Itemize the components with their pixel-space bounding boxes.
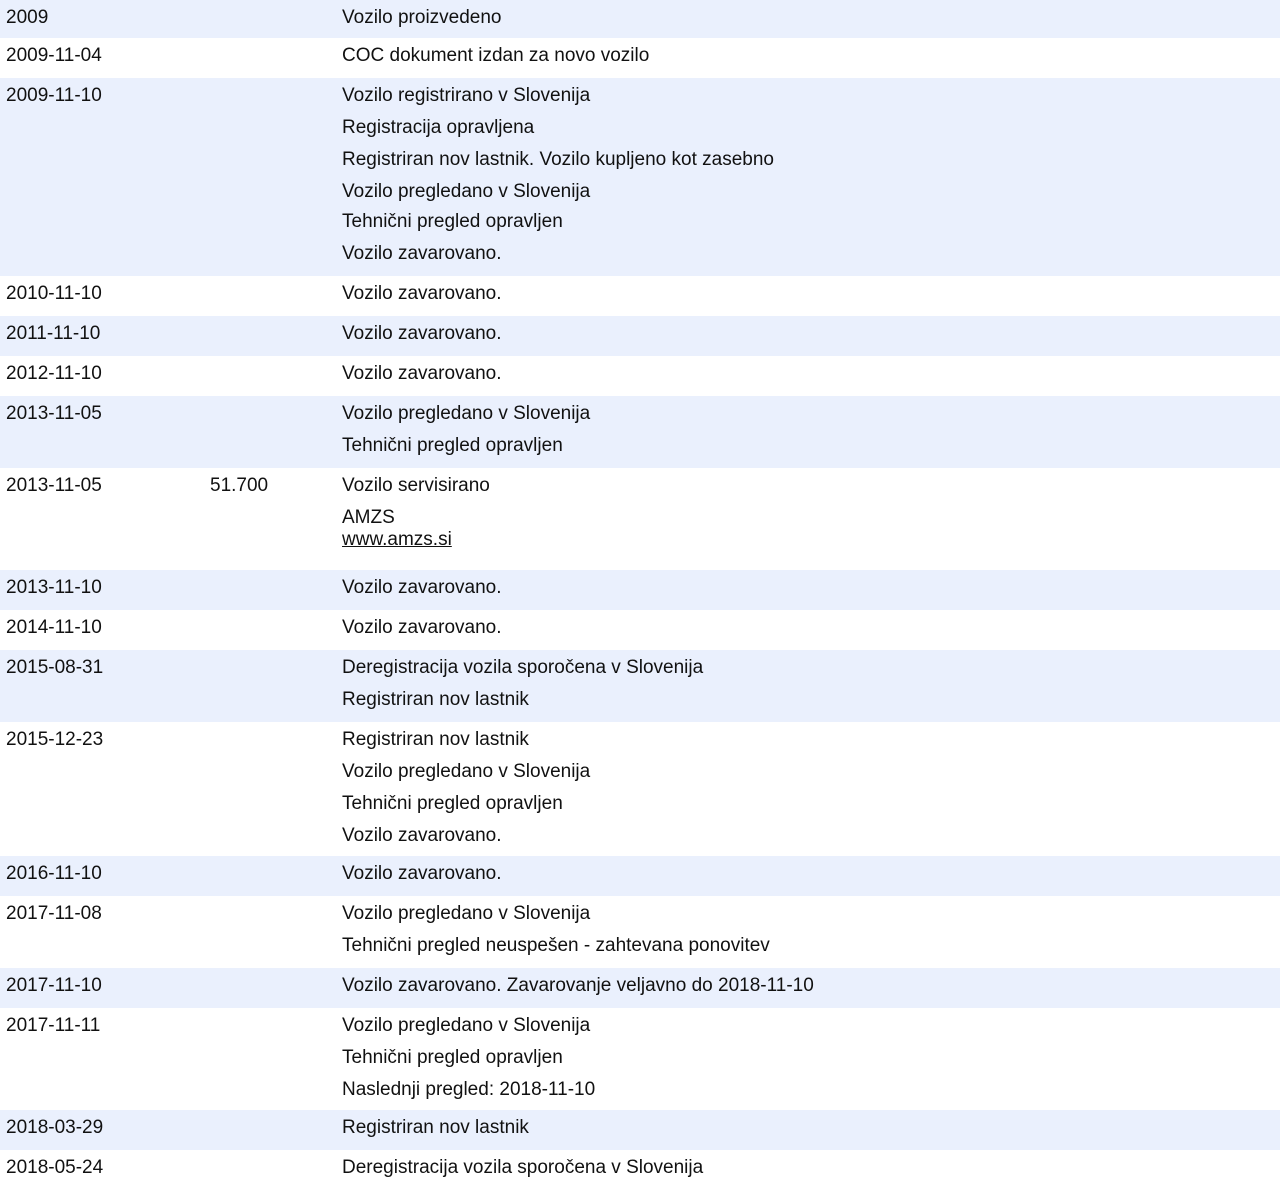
history-row bbox=[0, 276, 1280, 316]
history-event: Tehnični pregled opravljen bbox=[342, 435, 563, 456]
history-row bbox=[0, 896, 1280, 968]
history-event: Vozilo zavarovano. bbox=[342, 617, 502, 638]
history-event: Vozilo pregledano v Slovenija bbox=[342, 903, 591, 924]
history-date: 2018-05-24 bbox=[6, 1157, 104, 1178]
history-date: 2015-08-31 bbox=[6, 657, 104, 678]
history-event: Naslednji pregled: 2018-11-10 bbox=[342, 1079, 596, 1100]
history-row bbox=[0, 856, 1280, 896]
history-date: 2012-11-10 bbox=[6, 363, 102, 384]
history-event: Vozilo registrirano v Slovenija bbox=[342, 85, 591, 106]
history-event: Vozilo pregledano v Slovenija bbox=[342, 181, 591, 202]
history-date: 2015-12-23 bbox=[6, 729, 104, 750]
history-event: Vozilo pregledano v Slovenija bbox=[342, 403, 591, 424]
history-row bbox=[0, 316, 1280, 356]
history-event: Vozilo zavarovano. bbox=[342, 323, 502, 344]
service-website-link[interactable]: www.amzs.si bbox=[342, 529, 452, 550]
history-event: Vozilo proizvedeno bbox=[342, 7, 502, 28]
history-event: Vozilo zavarovano. bbox=[342, 863, 502, 884]
history-date: 2011-11-10 bbox=[6, 323, 101, 344]
history-date: 2014-11-10 bbox=[6, 617, 102, 638]
history-event: Vozilo zavarovano. bbox=[342, 243, 502, 264]
history-row bbox=[0, 38, 1280, 78]
history-row bbox=[0, 650, 1280, 722]
history-event: Registriran nov lastnik bbox=[342, 689, 529, 710]
history-date: 2018-03-29 bbox=[6, 1117, 104, 1138]
history-event: COC dokument izdan za novo vozilo bbox=[342, 45, 650, 66]
history-date: 2009-11-04 bbox=[6, 45, 102, 66]
history-date: 2013-11-05 bbox=[6, 475, 102, 496]
history-date: 2013-11-10 bbox=[6, 577, 102, 598]
history-row bbox=[0, 610, 1280, 650]
history-event: Vozilo zavarovano. bbox=[342, 825, 502, 846]
history-event: Vozilo zavarovano. Zavarovanje veljavno do 2018-11-10 bbox=[342, 975, 814, 996]
history-event: Vozilo zavarovano. bbox=[342, 363, 502, 384]
history-event: Deregistracija vozila sporočena v Slovenija bbox=[342, 1157, 704, 1178]
history-event: Vozilo servisirano bbox=[342, 475, 490, 496]
history-event: Tehnični pregled opravljen bbox=[342, 1047, 563, 1068]
history-event: Vozilo pregledano v Slovenija bbox=[342, 761, 591, 782]
history-event: Registracija opravljena bbox=[342, 117, 535, 138]
history-event: Tehnični pregled opravljen bbox=[342, 211, 563, 232]
history-date: 2009 bbox=[6, 7, 49, 28]
history-event: Registriran nov lastnik bbox=[342, 1117, 529, 1138]
history-date: 2017-11-08 bbox=[6, 903, 102, 924]
history-row bbox=[0, 356, 1280, 396]
history-date: 2009-11-10 bbox=[6, 85, 102, 106]
history-row bbox=[0, 722, 1280, 856]
history-row bbox=[0, 78, 1280, 276]
history-row bbox=[0, 468, 1280, 570]
history-row bbox=[0, 1110, 1280, 1150]
history-row bbox=[0, 396, 1280, 468]
history-event: Deregistracija vozila sporočena v Slovenija bbox=[342, 657, 704, 678]
history-event: Vozilo pregledano v Slovenija bbox=[342, 1015, 591, 1036]
history-row bbox=[0, 1150, 1280, 1188]
history-date: 2017-11-11 bbox=[6, 1015, 101, 1036]
history-event: AMZS bbox=[342, 507, 395, 528]
history-event: Tehnični pregled opravljen bbox=[342, 793, 563, 814]
history-row bbox=[0, 570, 1280, 610]
history-event: Vozilo zavarovano. bbox=[342, 283, 502, 304]
history-event: Registriran nov lastnik bbox=[342, 729, 529, 750]
history-row bbox=[0, 968, 1280, 1008]
history-event: Registriran nov lastnik. Vozilo kupljeno kot zasebno bbox=[342, 149, 774, 170]
history-row bbox=[0, 1008, 1280, 1110]
history-date: 2010-11-10 bbox=[6, 283, 102, 304]
history-date: 2013-11-05 bbox=[6, 403, 102, 424]
history-date: 2016-11-10 bbox=[6, 863, 102, 884]
history-row bbox=[0, 0, 1280, 38]
history-date: 2017-11-10 bbox=[6, 975, 102, 996]
history-event: Tehnični pregled neuspešen - zahtevana ponovitev bbox=[342, 935, 770, 956]
history-mileage: 51.700 bbox=[210, 475, 269, 496]
history-event: Vozilo zavarovano. bbox=[342, 577, 502, 598]
